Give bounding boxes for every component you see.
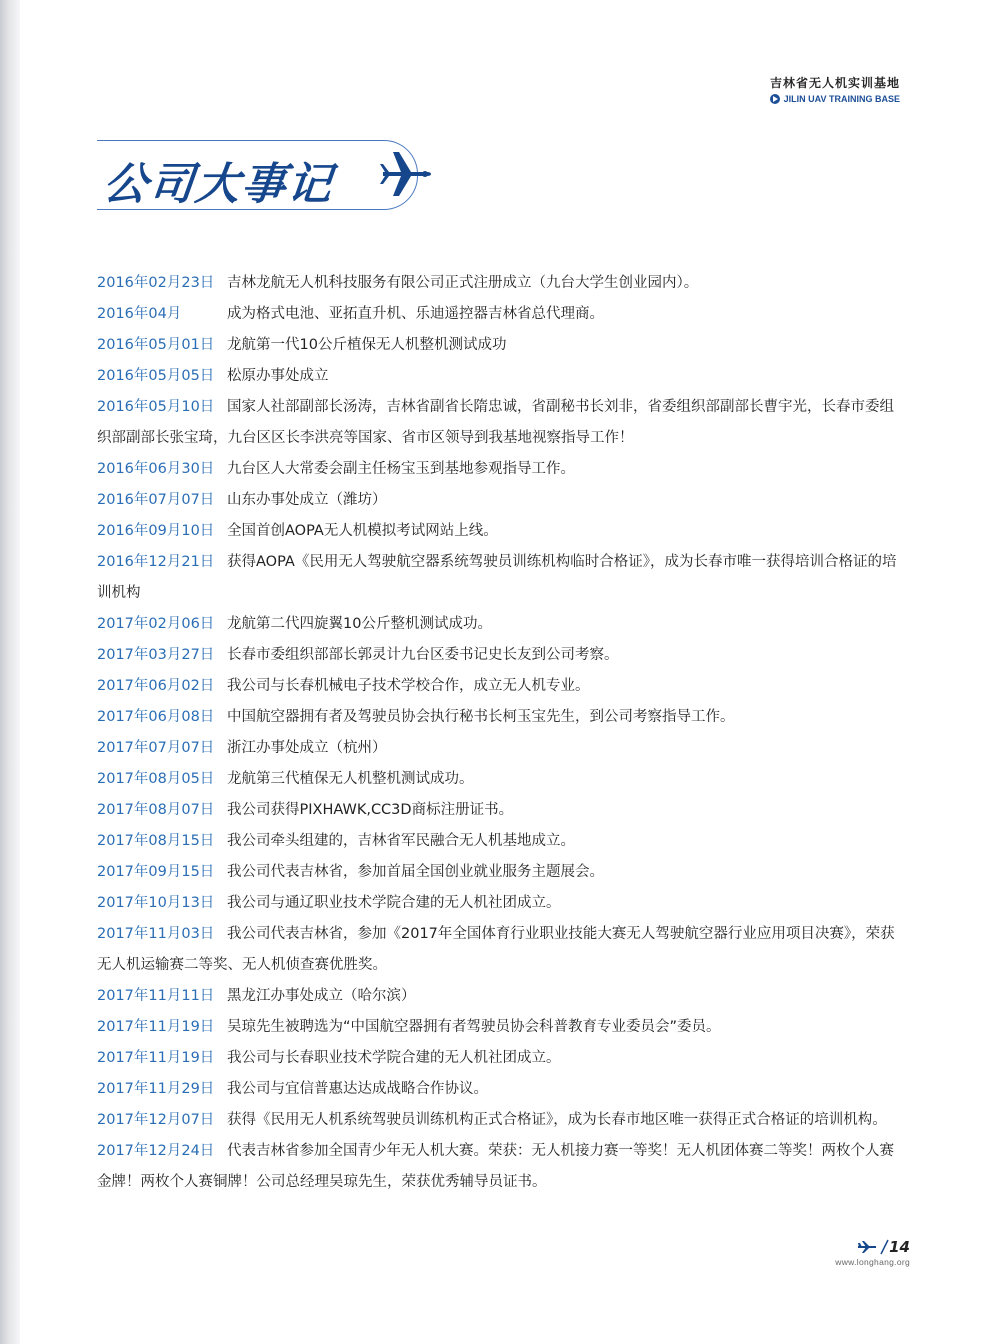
slash-divider-icon [879, 1239, 889, 1255]
event-date: 2017年11月19日 [97, 1050, 215, 1066]
event-text: 我公司与通辽职业技术学院合建的无人机社团成立。 [227, 895, 561, 911]
brand-en-row [740, 94, 900, 104]
event-date: 2017年08月05日 [97, 771, 215, 787]
event-item [97, 485, 897, 516]
event-text: 吴琼先生被聘选为“中国航空器拥有者驾驶员协会科普教育专业委员会”委员。 [227, 1019, 721, 1035]
event-text: 长春市委组织部部长郭灵计九台区委书记史长友到公司考察。 [227, 647, 619, 663]
brand-name-en: JILIN UAV TRAINING BASE [783, 94, 900, 104]
event-list [97, 268, 897, 1198]
event-item [97, 1074, 897, 1105]
event-item [97, 702, 897, 733]
event-text: 龙航第一代10公斤植保无人机整机测试成功 [227, 337, 507, 353]
event-item [97, 547, 897, 609]
event-text: 获得AOPA《民用无人驾驶航空器系统驾驶员训练机构临时合格证》，成为长春市唯一获得培训合格证的培训机构 [97, 554, 897, 601]
event-date: 2016年12月21日 [97, 554, 215, 570]
event-text: 我公司与宜信普惠达达成战略合作协议。 [227, 1081, 488, 1097]
event-text: 吉林龙航无人机科技服务有限公司正式注册成立（九台大学生创业园内）。 [227, 275, 699, 291]
event-item [97, 733, 897, 764]
event-date: 2017年06月02日 [97, 678, 215, 694]
event-text: 全国首创AOPA无人机模拟考试网站上线。 [227, 523, 498, 539]
event-text: 龙航第三代植保无人机整机测试成功。 [227, 771, 474, 787]
event-item [97, 1043, 897, 1074]
event-date: 2016年05月10日 [97, 399, 215, 415]
event-text: 我公司代表吉林省，参加首届全国创业就业服务主题展会。 [227, 864, 604, 880]
event-date: 2017年11月03日 [97, 926, 215, 942]
event-item [97, 516, 897, 547]
event-item [97, 671, 897, 702]
event-date: 2016年05月05日 [97, 368, 215, 384]
event-date: 2017年12月24日 [97, 1143, 215, 1159]
airplane-icon [857, 1240, 879, 1254]
event-item [97, 826, 897, 857]
event-item [97, 795, 897, 826]
event-date: 2017年11月19日 [97, 1019, 215, 1035]
event-date: 2017年12月07日 [97, 1112, 215, 1128]
event-text: 黑龙江办事处成立（哈尔滨） [227, 988, 416, 1004]
page-title: 公司大事记 [100, 159, 337, 210]
page-binding-shadow [0, 0, 20, 1344]
event-text: 九台区人大常委会副主任杨宝玉到基地参观指导工作。 [227, 461, 575, 477]
event-item [97, 268, 897, 299]
event-item [97, 857, 897, 888]
event-date: 2017年08月15日 [97, 833, 215, 849]
event-text: 成为格式电池、亚拓直升机、乐迪遥控器吉林省总代理商。 [227, 306, 604, 322]
event-date: 2017年11月11日 [97, 988, 215, 1004]
event-text: 代表吉林省参加全国青少年无人机大赛。荣获：无人机接力赛一等奖！无人机团体赛二等奖！两枚个人赛金牌！两枚个人赛铜牌！公司总经理吴琼先生，荣获优秀辅导员证书。 [97, 1143, 894, 1190]
footer-url: www.longhang.org [835, 1257, 910, 1267]
event-date: 2017年07月07日 [97, 740, 215, 756]
event-date: 2016年06月30日 [97, 461, 215, 477]
event-item [97, 330, 897, 361]
brand-name-cn: 吉林省无人机实训基地 [769, 76, 900, 90]
airplane-icon [376, 145, 434, 203]
event-text: 我公司与长春职业技术学院合建的无人机社团成立。 [227, 1050, 561, 1066]
event-text: 我公司获得PIXHAWK,CC3D商标注册证书。 [227, 802, 514, 818]
event-date: 2017年06月08日 [97, 709, 215, 725]
event-date: 2016年02月23日 [97, 275, 215, 291]
event-text: 浙江办事处成立（杭州） [227, 740, 387, 756]
event-text: 获得《民用无人机系统驾驶员训练机构正式合格证》，成为长春市地区唯一获得正式合格证的培训机构。 [227, 1112, 887, 1128]
event-item [97, 392, 897, 454]
event-text: 我公司牵头组建的，吉林省军民融合无人机基地成立。 [227, 833, 575, 849]
header-brand [740, 74, 900, 104]
event-item [97, 1105, 897, 1136]
event-text: 我公司与长春机械电子技术学校合作，成立无人机专业。 [227, 678, 590, 694]
event-date: 2017年08月07日 [97, 802, 215, 818]
event-item [97, 1012, 897, 1043]
event-date: 2017年02月06日 [97, 616, 215, 632]
event-item [97, 764, 897, 795]
event-date: 2016年09月10日 [97, 523, 215, 539]
event-text: 山东办事处成立（潍坊） [227, 492, 387, 508]
event-text: 我公司代表吉林省，参加《2017年全国体育行业职业技能大赛无人驾驶航空器行业应用项目决赛》，荣获无人机运输赛二等奖、无人机侦查赛优胜奖。 [97, 926, 895, 973]
event-date: 2016年05月01日 [97, 337, 215, 353]
event-item [97, 640, 897, 671]
event-text: 松原办事处成立 [227, 368, 329, 384]
event-date: 2017年09月15日 [97, 864, 215, 880]
event-text: 中国航空器拥有者及驾驶员协会执行秘书长柯玉宝先生，到公司考察指导工作。 [227, 709, 735, 725]
event-text: 国家人社部副部长汤涛，吉林省副省长隋忠诚，省副秘书长刘非，省委组织部副部长曹宇光，长春市委组织部副部长张宝琦，九台区区长李洪亮等国家、省市区领导到我基地视察指导工作！ [97, 399, 894, 446]
event-item [97, 919, 897, 981]
footer-row [820, 1238, 910, 1256]
event-item [97, 299, 897, 330]
event-text: 龙航第二代四旋翼10公斤整机测试成功。 [227, 616, 492, 632]
event-item [97, 361, 897, 392]
play-circle-icon [770, 94, 780, 104]
event-item [97, 981, 897, 1012]
event-date: 2017年10月13日 [97, 895, 215, 911]
event-date: 2017年03月27日 [97, 647, 215, 663]
page-number: 14 [889, 1238, 910, 1256]
event-date: 2017年11月29日 [97, 1081, 215, 1097]
event-item [97, 888, 897, 919]
event-item [97, 1136, 897, 1198]
event-date: 2016年04月 [97, 306, 182, 322]
event-item [97, 609, 897, 640]
event-date: 2016年07月07日 [97, 492, 215, 508]
page-footer [820, 1238, 910, 1267]
event-item [97, 454, 897, 485]
